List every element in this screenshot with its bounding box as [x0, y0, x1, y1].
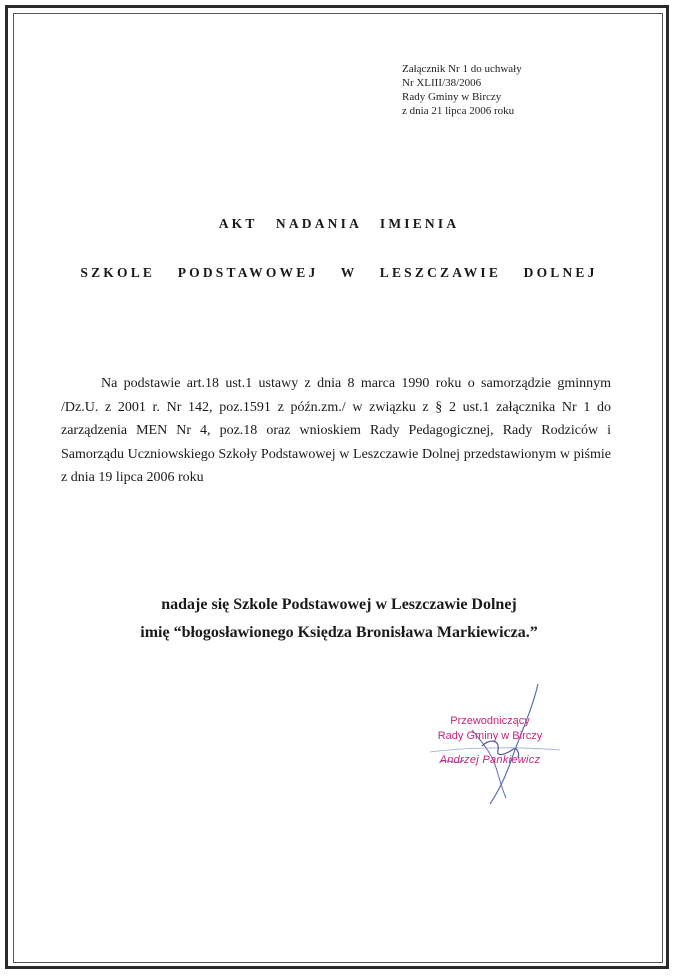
- stamp-title: Przewodniczący: [450, 715, 530, 727]
- annex-line-4: z dnia 21 lipca 2006 roku: [402, 105, 515, 117]
- body-paragraph: Na podstawie art.18 ust.1 ustawy z dnia 8 marca 1990 roku o samorządzie gminnym /Dz.U. z 2001 r. Nr 142, poz.1591 z późn.zm./ w związku z § 2 ust.1 załącznika Nr 1 do zarządzenia MEN Nr 4, poz.18 oraz wnioskiem Rady Pedagogicznej, Rady Rodziców i Samorządu Uczniowskiego Szkoły Podstawowej w Leszczawie Dolnej przedstawionym w piśmie z dnia 19 lipca 2006 roku: [61, 376, 611, 485]
- document-title: AKT NADANIA IMIENIA: [218, 216, 460, 231]
- declaration-line-2: imię “błogosławionego Księdza Bronisława Markiewicza.”: [140, 624, 538, 641]
- annex-line-3: Rady Gminy w Birczy: [402, 91, 502, 103]
- annex-note: [402, 62, 522, 118]
- declaration: [0, 591, 678, 647]
- stamp-council: Rady Gminy w Birczy: [437, 730, 543, 742]
- declaration-line-1: nadaje się Szkole Podstawowej w Leszczawie Dolnej: [161, 596, 517, 613]
- official-stamp: [420, 714, 560, 768]
- annex-line-1: Załącznik Nr 1 do uchwały: [402, 63, 522, 75]
- stamp-name: Andrzej Pankiewicz: [439, 754, 541, 766]
- annex-line-2: Nr XLIII/38/2006: [402, 77, 482, 89]
- document-subtitle: SZKOLE PODSTAWOWEJ W LESZCZAWIE DOLNEJ: [80, 265, 598, 280]
